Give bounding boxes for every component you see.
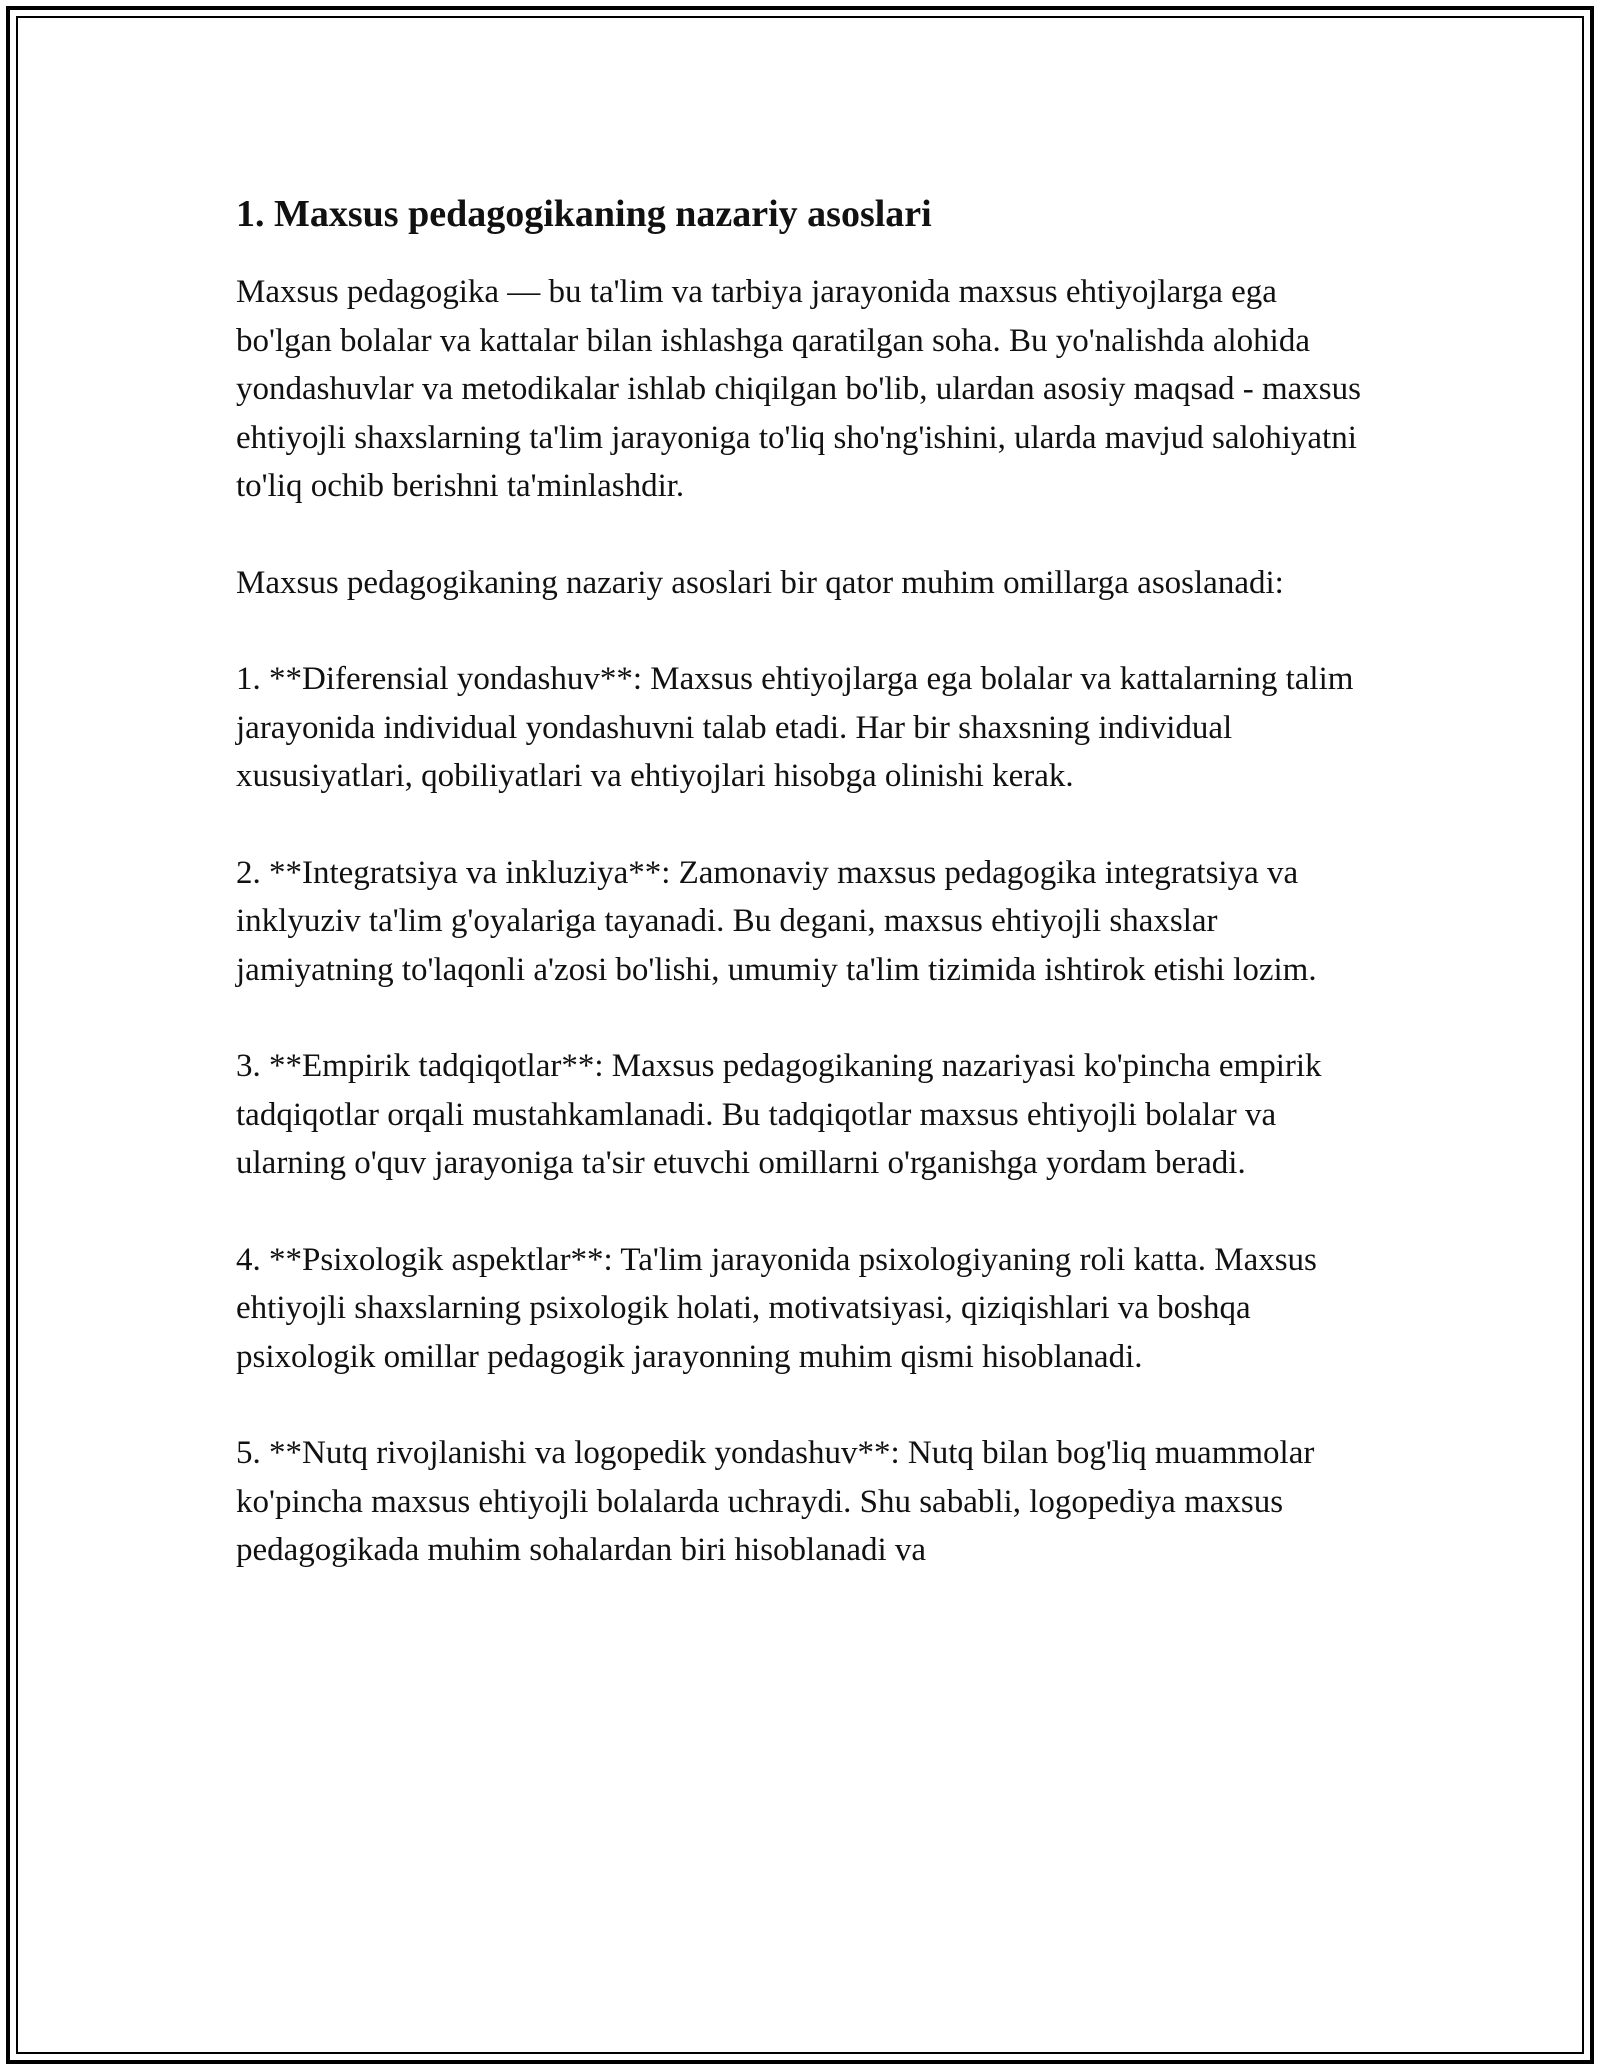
list-item-differential-approach: 1. **Diferensial yondashuv**: Maxsus ehtiyojlarga ega bolalar va kattalarning talim jarayonida individual yondashuvni talab etadi. Har bir shaxsning individual xususiyatlari, qobiliyatlari va ehtiyojlari hisobga olinishi kerak. [236, 661, 1354, 794]
list-item-integration-inclusion: 2. **Integratsiya va inkluziya**: Zamonaviy maxsus pedagogika integratsiya va inklyuziv ta'lim g'oyalariga tayanadi. Bu degani, maxsus ehtiyojli shaxslar jamiyatning to'laqonli a'zosi bo'lishi, umumiy ta'lim tizimida ishtirok etishi lozim. [236, 854, 1317, 988]
document-title: 1. Maxsus pedagogikaning nazariy asoslari [236, 193, 932, 235]
list-item-empirical-research: 3. **Empirik tadqiqotlar**: Maxsus pedagogikaning nazariyasi ko'pincha empirik tadqiqotlar orqali mustahkamlanadi. Bu tadqiqotlar maxsus ehtiyojli bolalar va ularning o'quv jarayoniga ta'sir etuvchi omillarni o'rganishga yordam beradi. [236, 1048, 1322, 1181]
list-item-psychological-aspects: 4. **Psixologik aspektlar**: Ta'lim jarayonida psixologiyaning roli katta. Maxsus ehtiyojli shaxslarning psixologik holati, motivatsiyasi, qiziqishlari va boshqa psixologik omillar pedagogik jarayonning muhim qismi hisoblanadi. [236, 1241, 1317, 1375]
paragraph-intro: Maxsus pedagogika — bu ta'lim va tarbiya jarayonida maxsus ehtiyojlarga ega bo'lgan bolalar va kattalar bilan ishlashga qaratilgan soha. Bu yo'nalishda alohida yondashuvlar va metodikalar ishlab chiqilgan bo'lib, ulardan asosiy maqsad - maxsus ehtiyojli shaxslarning ta'lim jarayoniga to'liq sho'ng'ishini, ularda mavjud salohiyatni to'liq ochib berishni ta'minlashdir. [236, 274, 1361, 504]
document-body [236, 186, 1366, 1623]
list-item-speech-development: 5. **Nutq rivojlanishi va logopedik yondashuv**: Nutq bilan bog'liq muammolar ko'pincha maxsus ehtiyojli bolalarda uchraydi. Shu sababli, logopediya maxsus pedagogikada muhim sohalardan biri hisoblanadi va [236, 1435, 1315, 1568]
paragraph-foundations-lead: Maxsus pedagogikaning nazariy asoslari bir qator muhim omillarga asoslanadi: [236, 564, 1284, 601]
